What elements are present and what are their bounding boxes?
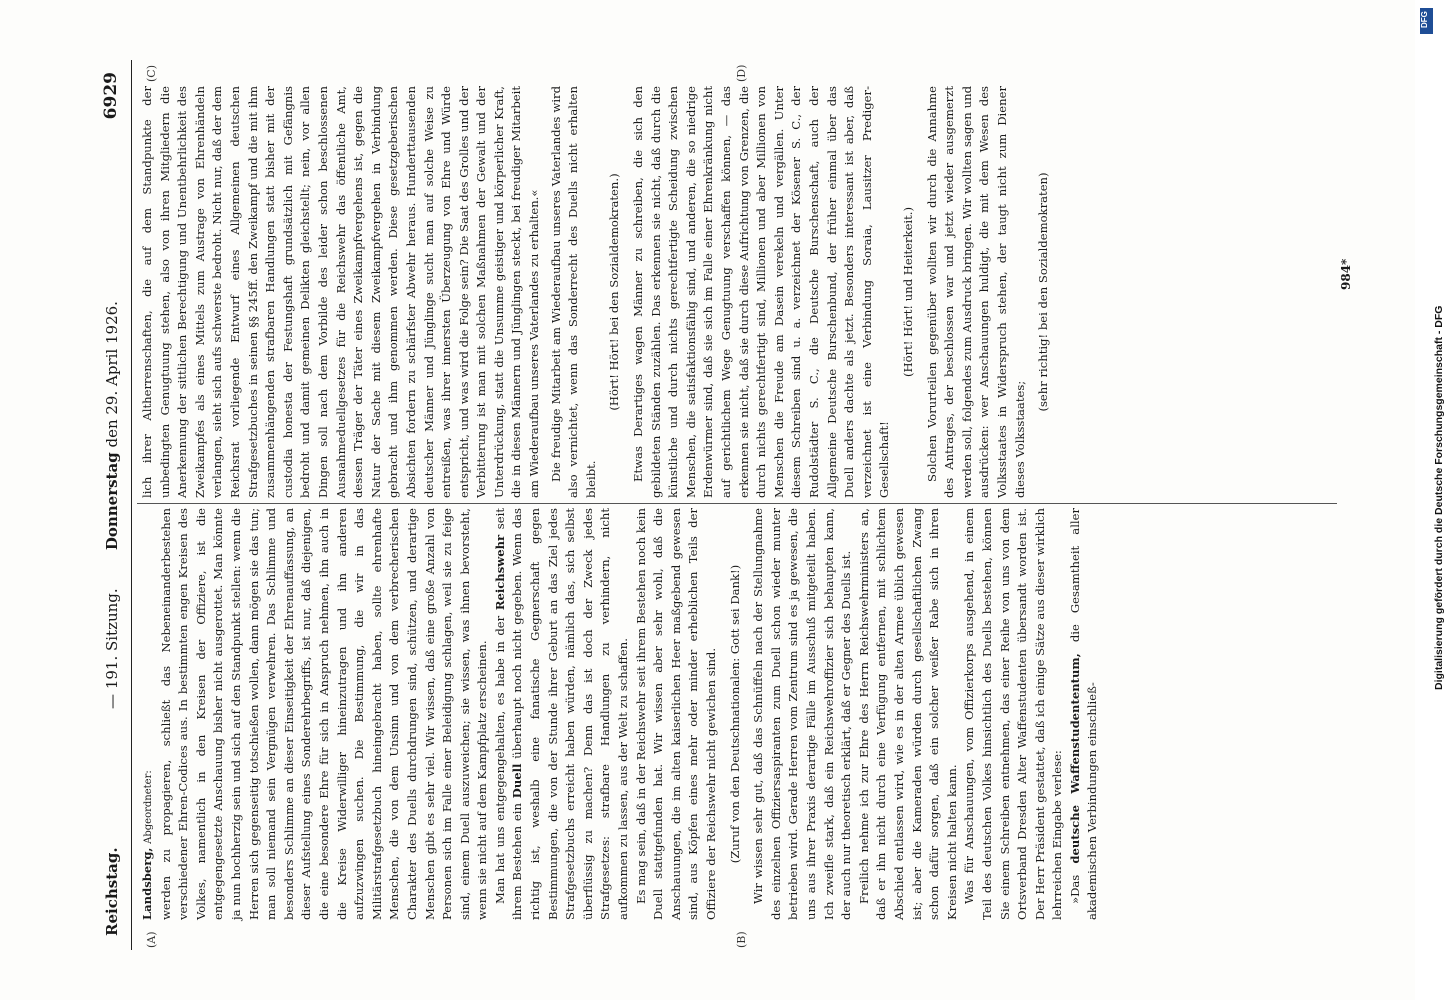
paragraph: lich ihrer Altherrenschaften, die auf dem Standpunkte der unbedingten Genugtuung stehen, also von ihren Mitgliedern die Anerkennung der sittlichen Berechtigung und Unentbehrlichkeit des Zweikampfes als eines Mittels zum Austrage von Ehrenhändeln verlangen, sieht sich aufs schwerste bedroht. Nicht nur, daß der dem Reichsrat vorliegende Entwurf eines Allgemeinen deutschen Strafgesetzbuches in seinen §§ 245ff. den Zweikampf und die mit ihm zusammenhängenden strafbaren Handlungen statt bisher mit der custodia honesta der Festungshaft grundsätzlich mit Gefängnis bedroht und damit gemeinen Delikten gleichstellt; nein, vor allen Dingen soll nach dem Vorbilde des leider schon beschlossenen Ausnahmeduellgesetzes für die Reichswehr das öffentliche Amt, dessen Träger der Täter eines Zweikampfvergehens ist, gegen die Natur der Sache mit diesem Zweikampfvergehen in Verbindung gebracht und ihm genommen werden. Diese gesetzgeberischen Absichten fordern zu schärfster Abwehr heraus. Hunderttausenden deutscher Männer und Jünglinge sucht man auf solche Weise zu entreißen, was ihrer innersten Überzeugung von Ehre und Würde entspricht, und was wird die Folge sein? Die Saat des Grolles und der Verbitterung ist man mit solchen Maßnahmen der Gewalt und der Unterdrückung, statt die Unsumme geistiger und körperlicher Kraft, die in diesen Männern und Jünglingen steckt, bei freudiger Mitarbeit am Wiederaufbau unseres Vaterlandes zu erhalten.« <box>140 86 542 498</box>
interjection: (Hört! Hört! bei den Sozialdemokraten.) <box>607 173 622 411</box>
paragraph: Die freudige Mitarbeit am Wiederaufbau unseres Vaterlandes wird also vernichtet, wenn das Sonderrecht des Duells nicht erhalten bleibt. <box>548 86 598 498</box>
speaker-name: Landsberg, <box>140 847 154 920</box>
left-column <box>139 508 1329 920</box>
interjection: (Zuruf von den Deutschnationalen: Gott sei Dank!) <box>727 564 742 864</box>
margin-marker-a: (A) <box>145 931 158 948</box>
paragraph: »Das deutsche Waffenstudententum, die Gesamtheit aller akademischen Verbindungen einschließ- <box>1067 507 1100 920</box>
header-weekday: Donnerstag <box>103 452 121 551</box>
header-left: Reichstag. <box>103 847 121 936</box>
page-header <box>95 60 132 950</box>
right-column <box>139 86 1329 498</box>
margin-marker-d: (D) <box>735 64 748 82</box>
dfg-logo: DFG <box>1420 8 1433 34</box>
header-session: — 191. Sitzung. <box>103 588 121 709</box>
paragraph: Man hat uns entgegengehalten, es habe in der Reichswehr seit ihrem Bestehen ein Duell überhaupt noch nicht gegeben. Wenn das richtig ist, weshalb eine fanatische Gegnerschaft gegen Bestimmungen, die von der Stunde ihrer Geburt an das Ziel jedes Strafgesetzbuchs erreicht haben würden, nämlich das, sich selbst überflüssig zu machen? Denn das ist doch der Zweck jedes Strafgesetzes: strafbare Handlungen zu verhindern, nicht aufkommen zu lassen, aus der Welt zu schaffen. <box>492 508 631 920</box>
column-divider <box>137 503 1337 504</box>
page-number: 6929 <box>101 72 121 120</box>
side-strip <box>1415 0 1434 1000</box>
header-center <box>103 60 121 950</box>
speaker-line <box>139 508 158 920</box>
paragraph: Es mag sein, daß in der Reichswehr seit ihrem Bestehen noch kein Duell stattgefunden hat. Wir wissen aber sehr wohl, daß die Anschauungen, die im alten kaiserlichen Heer maßgebend gewesen sind, aus Köpfen eines mehr oder minder erheblichen Teils der Offiziere der Reichswehr nicht gewichen sind. <box>633 508 718 920</box>
page-content <box>95 60 1385 950</box>
funding-note: Digitalisierung gefördert durch die Deutsche Forschungsgemeinschaft - DFG <box>1433 305 1445 690</box>
footer-signature-mark: 984* <box>1339 258 1353 290</box>
paragraph: Was für Anschauungen, vom Offizierkorps ausgehend, in einem Teil des deutschen Volkes hinsichtlich des Duells bestehen, können Sie einem Schreiben entnehmen, das einer Reihe von uns von dem Ortsverband Dresden Alter Waffenstudenten übersandt worden ist. Der Herr Präsident gestattet, daß ich einige Sätze aus dieser wirklich lehrreichen Eingabe verlese: <box>962 508 1065 920</box>
paragraph: Solchen Vorurteilen gegenüber wollten wir durch die Annahme des Antrages, der beschlossen war und jetzt wieder ausgemerzt werden soll, folgendes zum Ausdruck bringen. Wir wollten sagen und ausdrücken: wer Anschauungen huldigt, die mit dem Wesen des Volksstaates in Widerspruch stehen, der taugt nicht zum Diener dieses Volksstaates; <box>924 86 1027 498</box>
header-date: den 29. April 1926. <box>103 301 121 448</box>
paragraph: Wir wissen sehr gut, daß das Schnüffeln nach der Stellungnahme des einzelnen Offiziersaspiranten zum Duell schon wieder munter betrieben wird. Gerade Herren vom Zentrum sind es ja gewesen, die uns aus ihrer Praxis derartige Fälle im Ausschuß mitgeteilt haben. Ich zweifle stark, daß ein Reichswehroffizier sich behaupten kann, der auch nur theoretisch erklärt, daß er Gegner des Duells ist. <box>751 508 854 920</box>
paragraph: werden zu propagieren, schließt das Nebeneinanderbestehen verschiedener Ehren-Codices aus. In bestimmten engen Kreisen des Volkes, namentlich in den Kreisen der Offiziere, ist die entgegengesetzte Anschauung bisher nicht ausgerottet. Man könnte ja nun hochherzig sein und sich auf den Standpunkt stellen: wenn die Herren sich gegenseitig totschießen wollen, dann mögen sie das tun; man soll niemand sein Vergnügen verwehren. Das Schlimme und besonders Schlimme an dieser Einseitigkeit der Ehrenauffassung, an dieser Aufstellung eines Sonderehrbegriffs, ist nur, daß diejenigen, die eine besondere Ehre für sich in Anspruch nehmen, ihn auch in die Kreise Widerwilliger hineinzutragen und ihn anderen aufzuzwingen suchen. Die Bestimmung, die wir in das Militärstrafgesetzbuch hineingebracht haben, sollte ehrenhafte Menschen, die von dem Unsinn und von dem verbrecherischen Charakter des Duells durchdrungen sind, schützen, und derartige Menschen gibt es sehr viel. Wir wissen, daß eine große Anzahl von Personen sich im Falle einer Beleidigung schlagen, weil sie zu feige sind, einem Duell auszuweichen; sie wissen, was ihnen bevorsteht, wenn sie nicht auf dem Kampfplatz erscheinen. <box>158 508 490 920</box>
paragraph: Freilich nehme ich zur Ehre des Herrn Reichswehrministers an, daß er ihn nicht durch eine Verfügung entfernen, mit schlichtem Abschied entlassen wird, wie es in der alten Armee üblich gewesen ist; aber die Kameraden würden durch gesellschaftlichen Zwang schon dafür sorgen, daß ein solcher weißer Rabe sich in ihren Kreisen nicht halten kann. <box>856 508 959 920</box>
interjection: (sehr richtig! bei den Sozialdemokraten) <box>1036 172 1051 412</box>
speaker-role: Abgeordneter: <box>143 770 154 844</box>
interjection: (Hört! Hört! und Heiterkeit.) <box>900 206 915 378</box>
margin-marker-c: (C) <box>145 65 158 82</box>
margin-marker-b: (B) <box>735 931 748 948</box>
paragraph: Etwas Derartiges wagen Männer zu schreiben, die sich den gebildeten Ständen zuzählen. Das erkennen sie nicht, daß durch die künstliche und durch nichts gerechtfertigte Scheidung zwischen Menschen, die satisfaktionsfähig sind, und anderen, die so niedrige Erdenwürmer sind, daß sie sich im Falle einer Ehrenkränkung nicht auf gerichtlichem Wege Genugtuung verschaffen können, — das erkennen sie nicht, daß sie durch diese Aufrichtung von Grenzen, die durch nichts gerechtfertigt sind, Millionen und aber Millionen von Menschen die Freude am Dasein verekeln und vergällen. Unter diesem Schreiben sind u. a. verzeichnet der Kösener S. C., der Rudolstädter S. C., die Deutsche Burschenschaft, auch der Allgemeine Deutsche Burschenbund, der früher einmal über das Duell anders dachte als jetzt. Besonders interessant ist aber, daß verzeichnet ist eine Verbindung Soraia, Lausitzer Prediger-Gesellschaft! <box>631 86 892 498</box>
